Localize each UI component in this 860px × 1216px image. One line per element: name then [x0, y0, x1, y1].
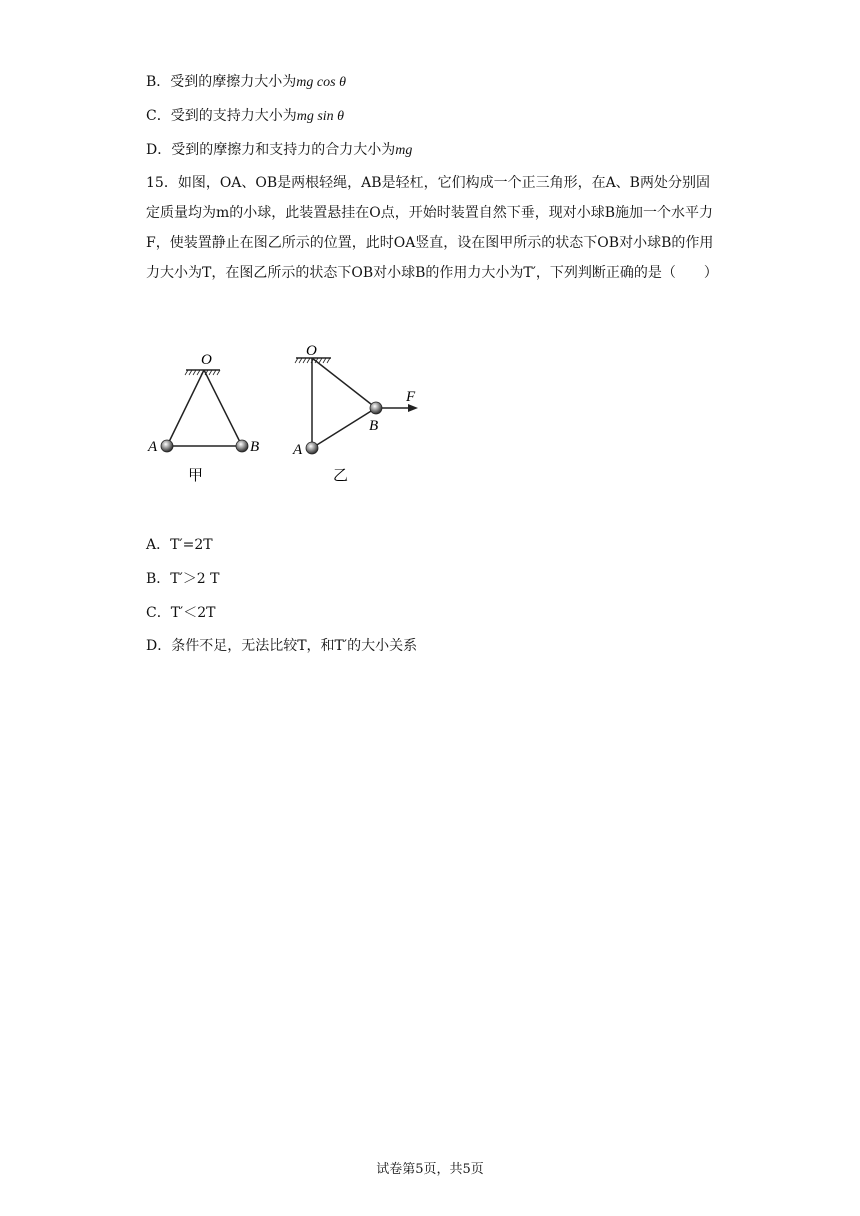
- option-d-prev: [146, 140, 412, 161]
- figure-left: [147, 352, 259, 484]
- option-b-prev-math: mg cos θ: [296, 75, 346, 90]
- force-f-arrowhead: [408, 404, 418, 412]
- option-a: A．T′=2T: [146, 537, 213, 553]
- label-o-right: O: [306, 343, 317, 359]
- caption-right: 乙: [333, 468, 349, 484]
- option-d-prev-text: D．受到的摩擦力和支持力的合力大小为: [146, 142, 396, 158]
- label-b-left: B: [250, 439, 260, 455]
- figure-right: [292, 343, 418, 484]
- rope-ob-right: [312, 358, 376, 408]
- label-f-right: F: [406, 389, 416, 405]
- label-a-left: A: [148, 439, 158, 455]
- caption-left: 甲: [188, 468, 204, 484]
- figure-svg: [140, 340, 440, 490]
- option-c-prev: [146, 106, 344, 127]
- option-b-prev-text: B．受到的摩擦力大小为: [146, 74, 297, 90]
- rod-ab-right: [312, 408, 379, 448]
- option-c-prev-math: mg sin θ: [296, 109, 345, 124]
- label-a-right: A: [293, 442, 303, 458]
- figure: [140, 340, 440, 494]
- option-c: C．T′＜2T: [146, 605, 216, 621]
- label-o-left: O: [201, 352, 212, 368]
- rope-oa-left: [167, 370, 204, 446]
- question-stem: 15．如图，OA、OB是两根轻绳，AB是轻杠，它们构成一个正三角形，在A、B两处分别固定质量均为m的小球，此装置悬挂在O点，开始时装置自然下垂，现对小球B施加一个水平力F，使装置静止在图乙所示的位置，此时OA竖直，设在图甲所示的状态下OB对小球B的作用力大小为T，在图乙所示的状态下OB对小球B的作用力大小为T′，下列判断正确的是（ ）: [146, 175, 718, 281]
- option-d: D．条件不足，无法比较T，和T′的大小关系: [146, 638, 418, 654]
- rope-ob-left: [204, 370, 242, 446]
- option-c-prev-text: C．受到的支持力大小为: [146, 108, 297, 124]
- option-b-prev: [146, 72, 346, 93]
- option-d-prev-math: mg: [395, 143, 413, 158]
- ball-b-right: [370, 402, 382, 414]
- label-b-right: B: [369, 418, 379, 434]
- ball-a-left: [161, 440, 173, 452]
- ball-a-right: [306, 442, 318, 454]
- ball-b-left: [236, 440, 248, 452]
- option-b: B．T′＞2 T: [146, 571, 220, 587]
- page-footer: 试卷第5页，共5页: [376, 1162, 484, 1177]
